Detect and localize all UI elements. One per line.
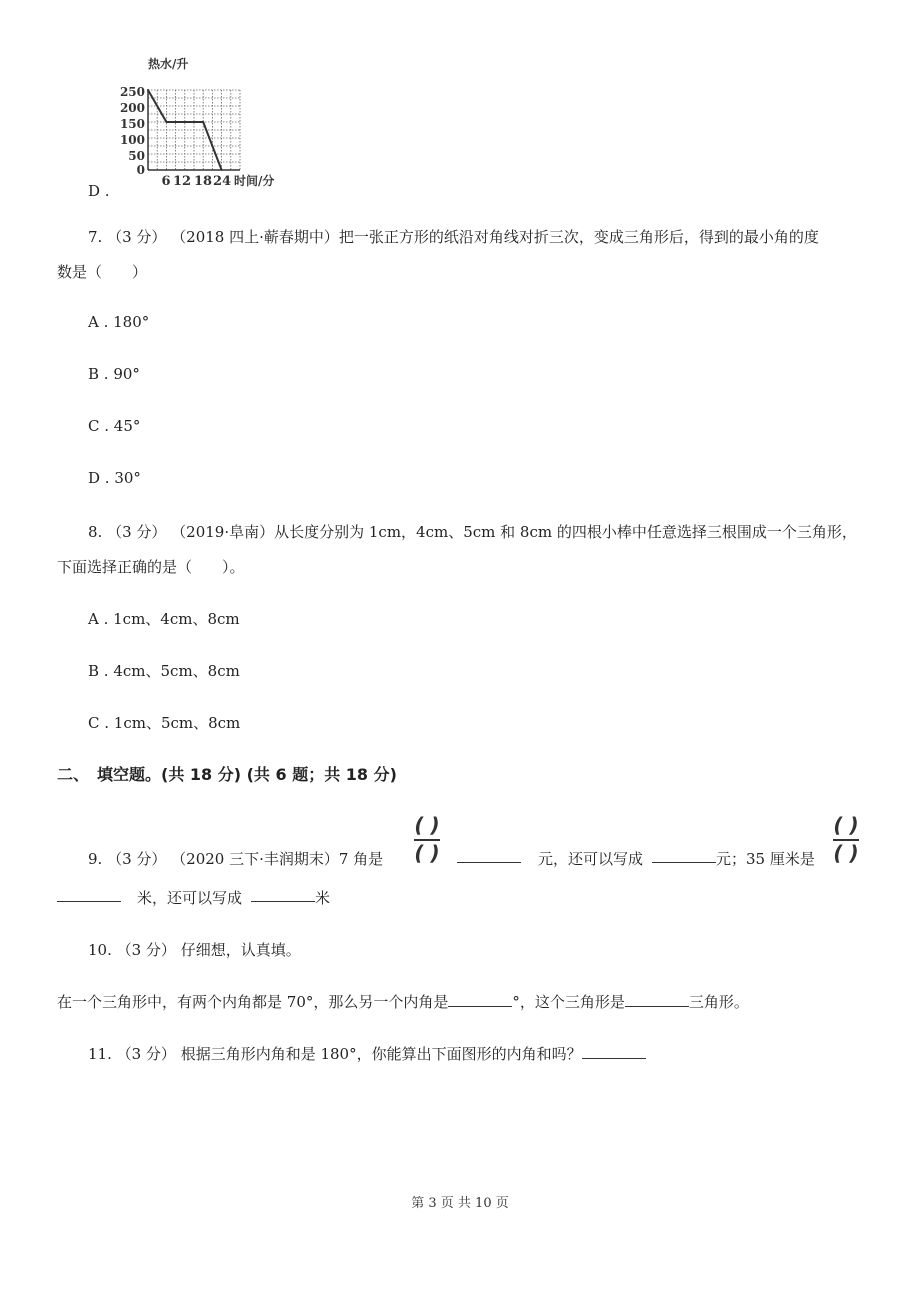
y-tick-label: 100: [119, 133, 145, 147]
chart-y-ticks: [120, 85, 145, 177]
x-tick-label: 18: [193, 174, 213, 189]
hot-water-line-chart: [118, 52, 298, 190]
y-tick-label: 200: [119, 101, 145, 115]
q10-body: [57, 991, 749, 1012]
q9-mi-text: 米，还可以写成: [137, 889, 243, 907]
q9-blank-2-wrap: [652, 848, 716, 867]
q7-stem-line1: 7. （3 分） （2018 四上·蕲春期中）把一张正方形的纸沿对角线对折三次，变成三角形后，得到的最小角的度: [88, 228, 819, 246]
q9-blank-3[interactable]: [57, 887, 121, 902]
q7-option-a[interactable]: A . 180°: [88, 313, 150, 331]
x-tick-label: 6: [161, 174, 171, 189]
y-tick-label: 50: [128, 149, 145, 163]
q9-fraction-2: [829, 815, 863, 867]
q10-text-a: 在一个三角形中，有两个内角都是 70°，那么另一个内角是: [57, 993, 449, 1011]
q9-fraction-1: [410, 815, 444, 867]
chart-data-point: [166, 121, 168, 123]
chart-x-ticks: [161, 174, 231, 189]
chart-data-point: [202, 121, 204, 123]
q10-blank-2[interactable]: [625, 992, 689, 1007]
q8-stem-line1: 8. （3 分） （2019·阜南）从长度分别为 1cm，4cm、5cm 和 8cm 的四根小棒中任意选择三根围成一个三角形，: [88, 523, 857, 541]
q9-yuan-text: 元，还可以写成: [538, 850, 644, 868]
fraction-numerator: ( ): [833, 813, 859, 837]
q9-blank-2[interactable]: [652, 848, 716, 863]
chart-data-point: [221, 169, 223, 171]
y-tick-label: 0: [136, 163, 145, 177]
q9-yuan-text-2: 元；35 厘米是: [716, 850, 815, 868]
q9-blank-4-wrap: [251, 887, 315, 906]
q9-blank-1[interactable]: [457, 848, 521, 863]
page-footer: 第 3 页 共 10 页: [411, 1196, 509, 1211]
q6-option-d[interactable]: D .: [88, 182, 110, 200]
q8-option-c[interactable]: C . 1cm、5cm、8cm: [88, 714, 241, 732]
q10-text-b: °，这个三角形是: [512, 993, 625, 1011]
q11-body: [88, 1043, 646, 1064]
q9-blank-1-wrap: [457, 848, 521, 867]
q7-option-c[interactable]: C . 45°: [88, 417, 141, 435]
q7-stem-line2: 数是（ ）: [57, 263, 148, 281]
q9-blank-3-wrap: [57, 887, 121, 906]
q11-blank[interactable]: [582, 1044, 646, 1059]
q9-blank-4[interactable]: [251, 887, 315, 902]
q7-option-b[interactable]: B . 90°: [88, 365, 140, 383]
q8-option-a[interactable]: A . 1cm、4cm、8cm: [88, 610, 240, 628]
q11-text: 11. （3 分） 根据三角形内角和是 180°，你能算出下面图形的内角和吗？: [88, 1045, 582, 1063]
q7-option-d[interactable]: D . 30°: [88, 469, 141, 487]
chart-x-axis-label: 时间/分: [234, 174, 275, 188]
fraction-numerator: ( ): [414, 813, 440, 837]
chart-grid: [148, 90, 240, 170]
x-tick-label: 24: [212, 174, 232, 189]
q8-option-b[interactable]: B . 4cm、5cm、8cm: [88, 662, 240, 680]
q10-title: 10. （3 分） 仔细想，认真填。: [88, 941, 301, 959]
q9-mi-text-2: 米: [315, 889, 331, 907]
fraction-denominator: ( ): [833, 841, 859, 865]
fraction-denominator: ( ): [414, 841, 440, 865]
x-tick-label: 12: [172, 174, 192, 189]
chart-data-point: [147, 89, 149, 91]
q10-text-c: 三角形。: [688, 993, 749, 1011]
y-tick-label: 250: [119, 85, 145, 99]
section-2-title: 二、 填空题。(共 18 分) (共 6 题；共 18 分): [57, 765, 397, 784]
q10-blank-1[interactable]: [448, 992, 512, 1007]
chart-y-axis-label: 热水/升: [148, 57, 189, 71]
q9-prefix: 9. （3 分） （2020 三下·丰润期末）7 角是: [88, 850, 384, 868]
y-tick-label: 150: [119, 117, 145, 131]
q8-stem-line2: 下面选择正确的是（ ）。: [57, 558, 245, 576]
